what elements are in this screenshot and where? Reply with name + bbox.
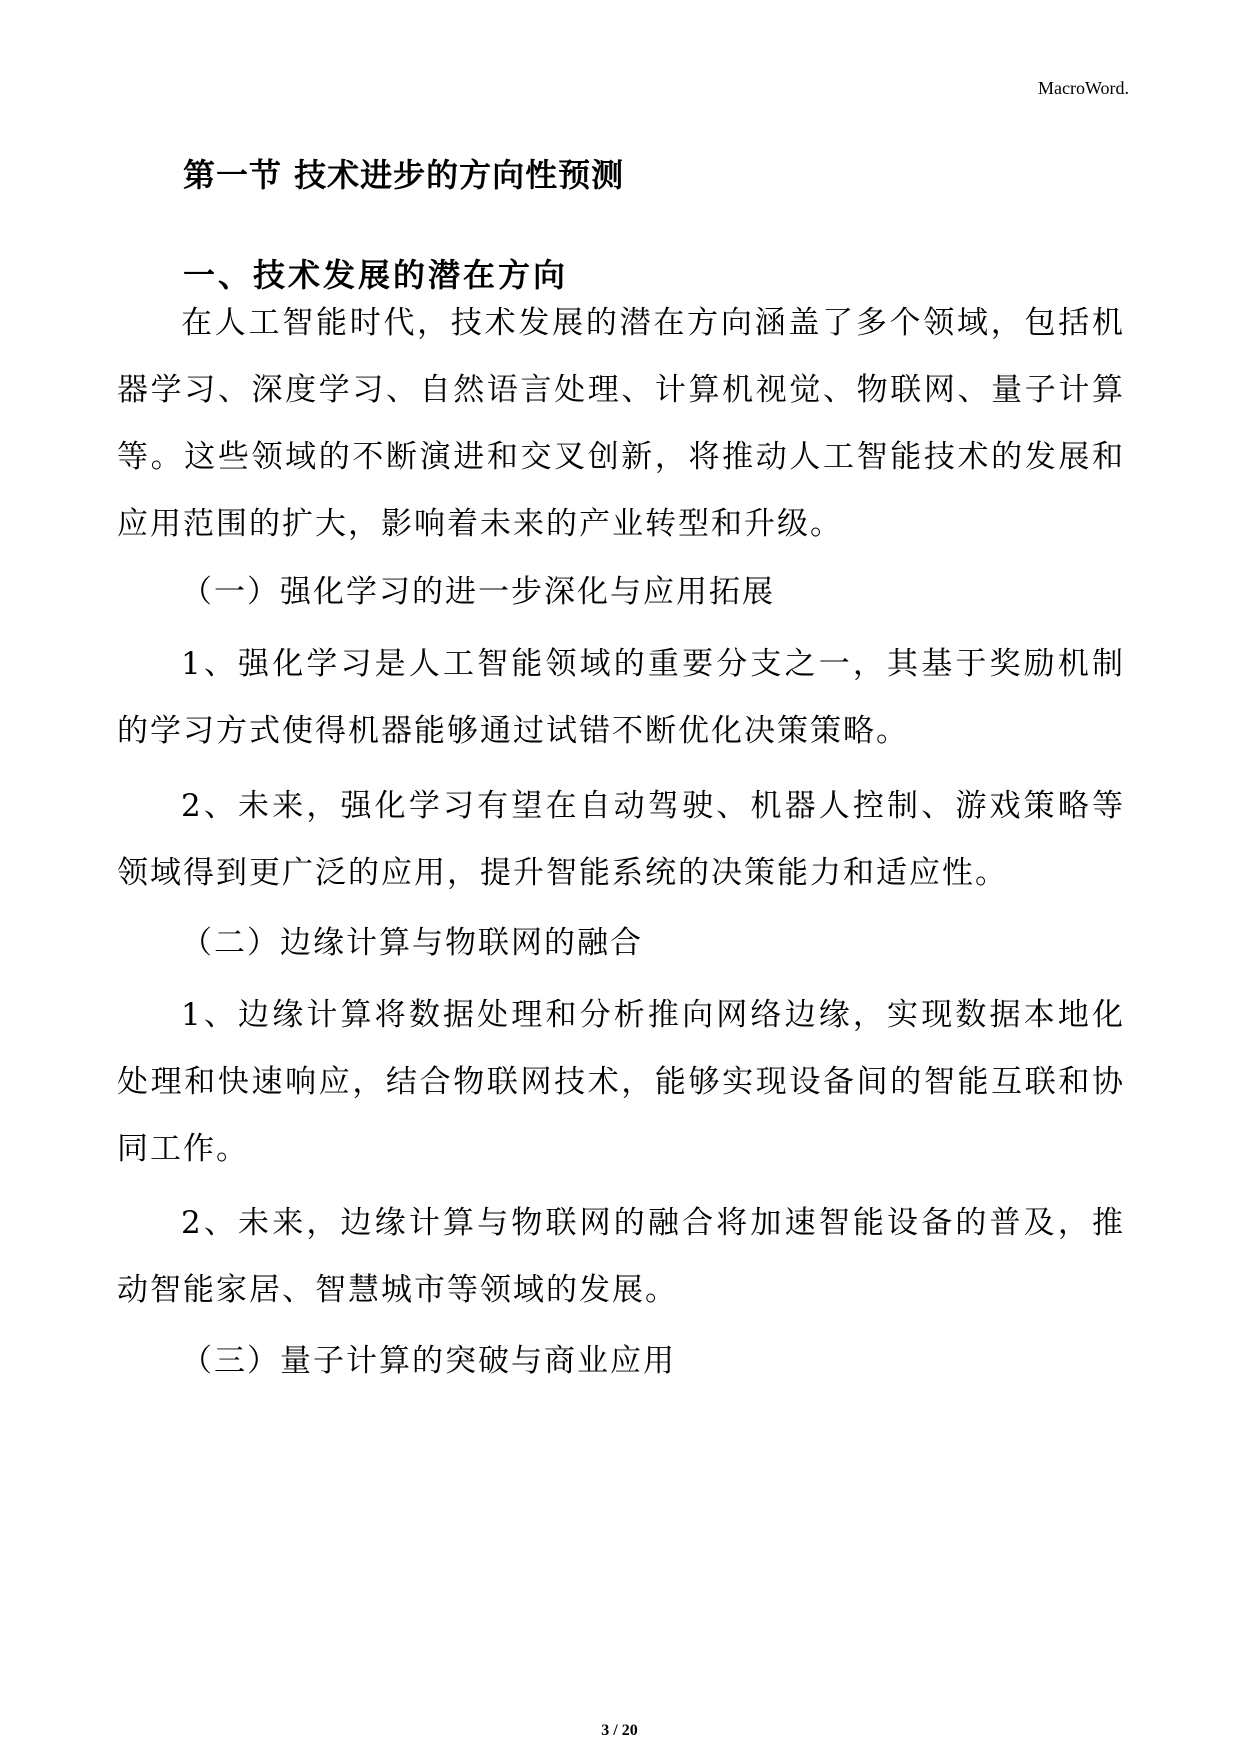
heading-edge-computing: （二）边缘计算与物联网的融合	[181, 925, 643, 961]
intro-paragraph: 在人工智能时代，技术发展的潜在方向涵盖了多个领域，包括机器学习、深度学习、自然语言处理、计算机视觉、物联网、量子计算等。这些领域的不断演进和交叉创新，将推动人工智能技术的发展和应用范围的扩大，影响着未来的产业转型和升级。	[117, 305, 1125, 542]
page-number: 3 / 20	[601, 1722, 638, 1739]
paragraph-rl-1: 1、强化学习是人工智能领域的重要分支之一，其基于奖励机制的学习方式使得机器能够通过试错不断优化决策策略。	[117, 646, 1125, 749]
paragraph-rl-2: 2、未来，强化学习有望在自动驾驶、机器人控制、游戏策略等领域得到更广泛的应用，提升智能系统的决策能力和适应性。	[117, 788, 1125, 891]
heading-quantum-computing: （三）量子计算的突破与商业应用	[181, 1343, 676, 1379]
header-brand: MacroWord.	[1037, 78, 1129, 98]
section-title: 第一节 技术进步的方向性预测	[183, 156, 625, 194]
subsection-title: 一、技术发展的潜在方向	[183, 256, 569, 294]
heading-reinforcement-learning: （一）强化学习的进一步深化与应用拓展	[181, 574, 775, 610]
paragraph-edge-1: 1、边缘计算将数据处理和分析推向网络边缘，实现数据本地化处理和快速响应，结合物联网技术，能够实现设备间的智能互联和协同工作。	[117, 997, 1125, 1167]
paragraph-edge-2: 2、未来，边缘计算与物联网的融合将加速智能设备的普及，推动智能家居、智慧城市等领域的发展。	[117, 1205, 1125, 1308]
